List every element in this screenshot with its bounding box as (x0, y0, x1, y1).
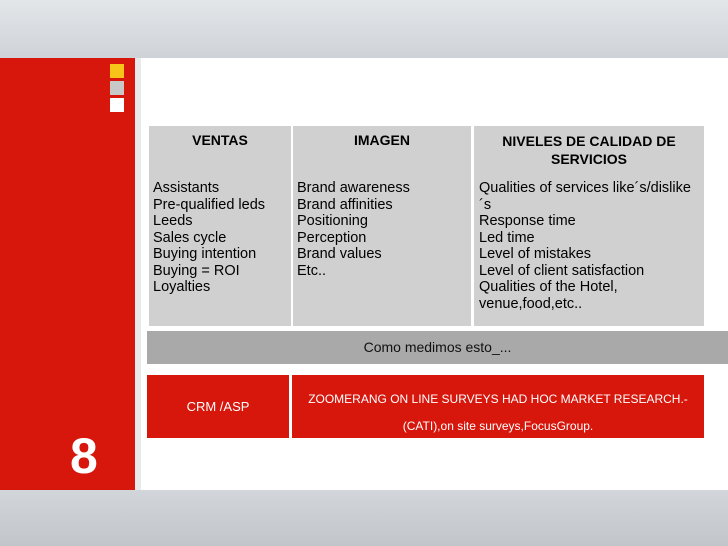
column-header: NIVELES DE CALIDAD DE SERVICIOS (502, 133, 676, 167)
list-item: Response time (479, 213, 576, 229)
column-items (153, 180, 265, 296)
list-item: Pre-qualified leds (153, 196, 266, 213)
method-surveys-line2: (CATI),on site surveys,FocusGroup. (402, 419, 594, 433)
method-crm: CRM /ASP (147, 375, 289, 438)
list-item: Brand affinities (297, 196, 393, 213)
white-square-icon (110, 98, 124, 112)
list-item: Led time (479, 229, 535, 246)
measure-bar: Como medimos esto_... (147, 331, 728, 364)
list-item: Etc.. (297, 262, 327, 279)
column-ventas (149, 126, 291, 326)
list-item: Positioning (297, 213, 368, 229)
list-item: Qualities of services like´s/dislike ´s (479, 180, 691, 213)
method-surveys (292, 375, 704, 438)
list-item: Buying intention (153, 246, 257, 262)
yellow-square-icon (110, 64, 124, 78)
list-item: Sales cycle (153, 229, 227, 246)
column-header: IMAGEN (354, 132, 410, 148)
list-item: Assistants (153, 180, 220, 196)
column-items (297, 180, 410, 279)
list-item: Leeds (153, 213, 193, 229)
list-item: Perception (297, 229, 367, 246)
column-header: VENTAS (192, 132, 248, 148)
list-item: Brand awareness (297, 180, 410, 196)
bottom-band (0, 490, 728, 546)
list-item: Level of client satisfaction (479, 262, 645, 279)
column-items (479, 180, 701, 312)
slide-number: 8 (70, 428, 98, 484)
list-item: Brand values (297, 246, 382, 262)
list-item: Loyalties (153, 279, 211, 295)
list-item: Buying = ROI (153, 262, 240, 279)
top-band (0, 0, 728, 58)
list-item: Level of mistakes (479, 246, 592, 262)
gray-square-icon (110, 81, 124, 95)
side-accent-bar (0, 58, 135, 490)
method-surveys-line1: ZOOMERANG ON LINE SURVEYS HAD HOC MARKET RESEARCH.- (308, 392, 688, 406)
column-imagen (293, 126, 471, 326)
column-niveles-calidad (474, 126, 704, 326)
list-item: Qualities of the Hotel, venue,food,etc.. (479, 279, 618, 312)
